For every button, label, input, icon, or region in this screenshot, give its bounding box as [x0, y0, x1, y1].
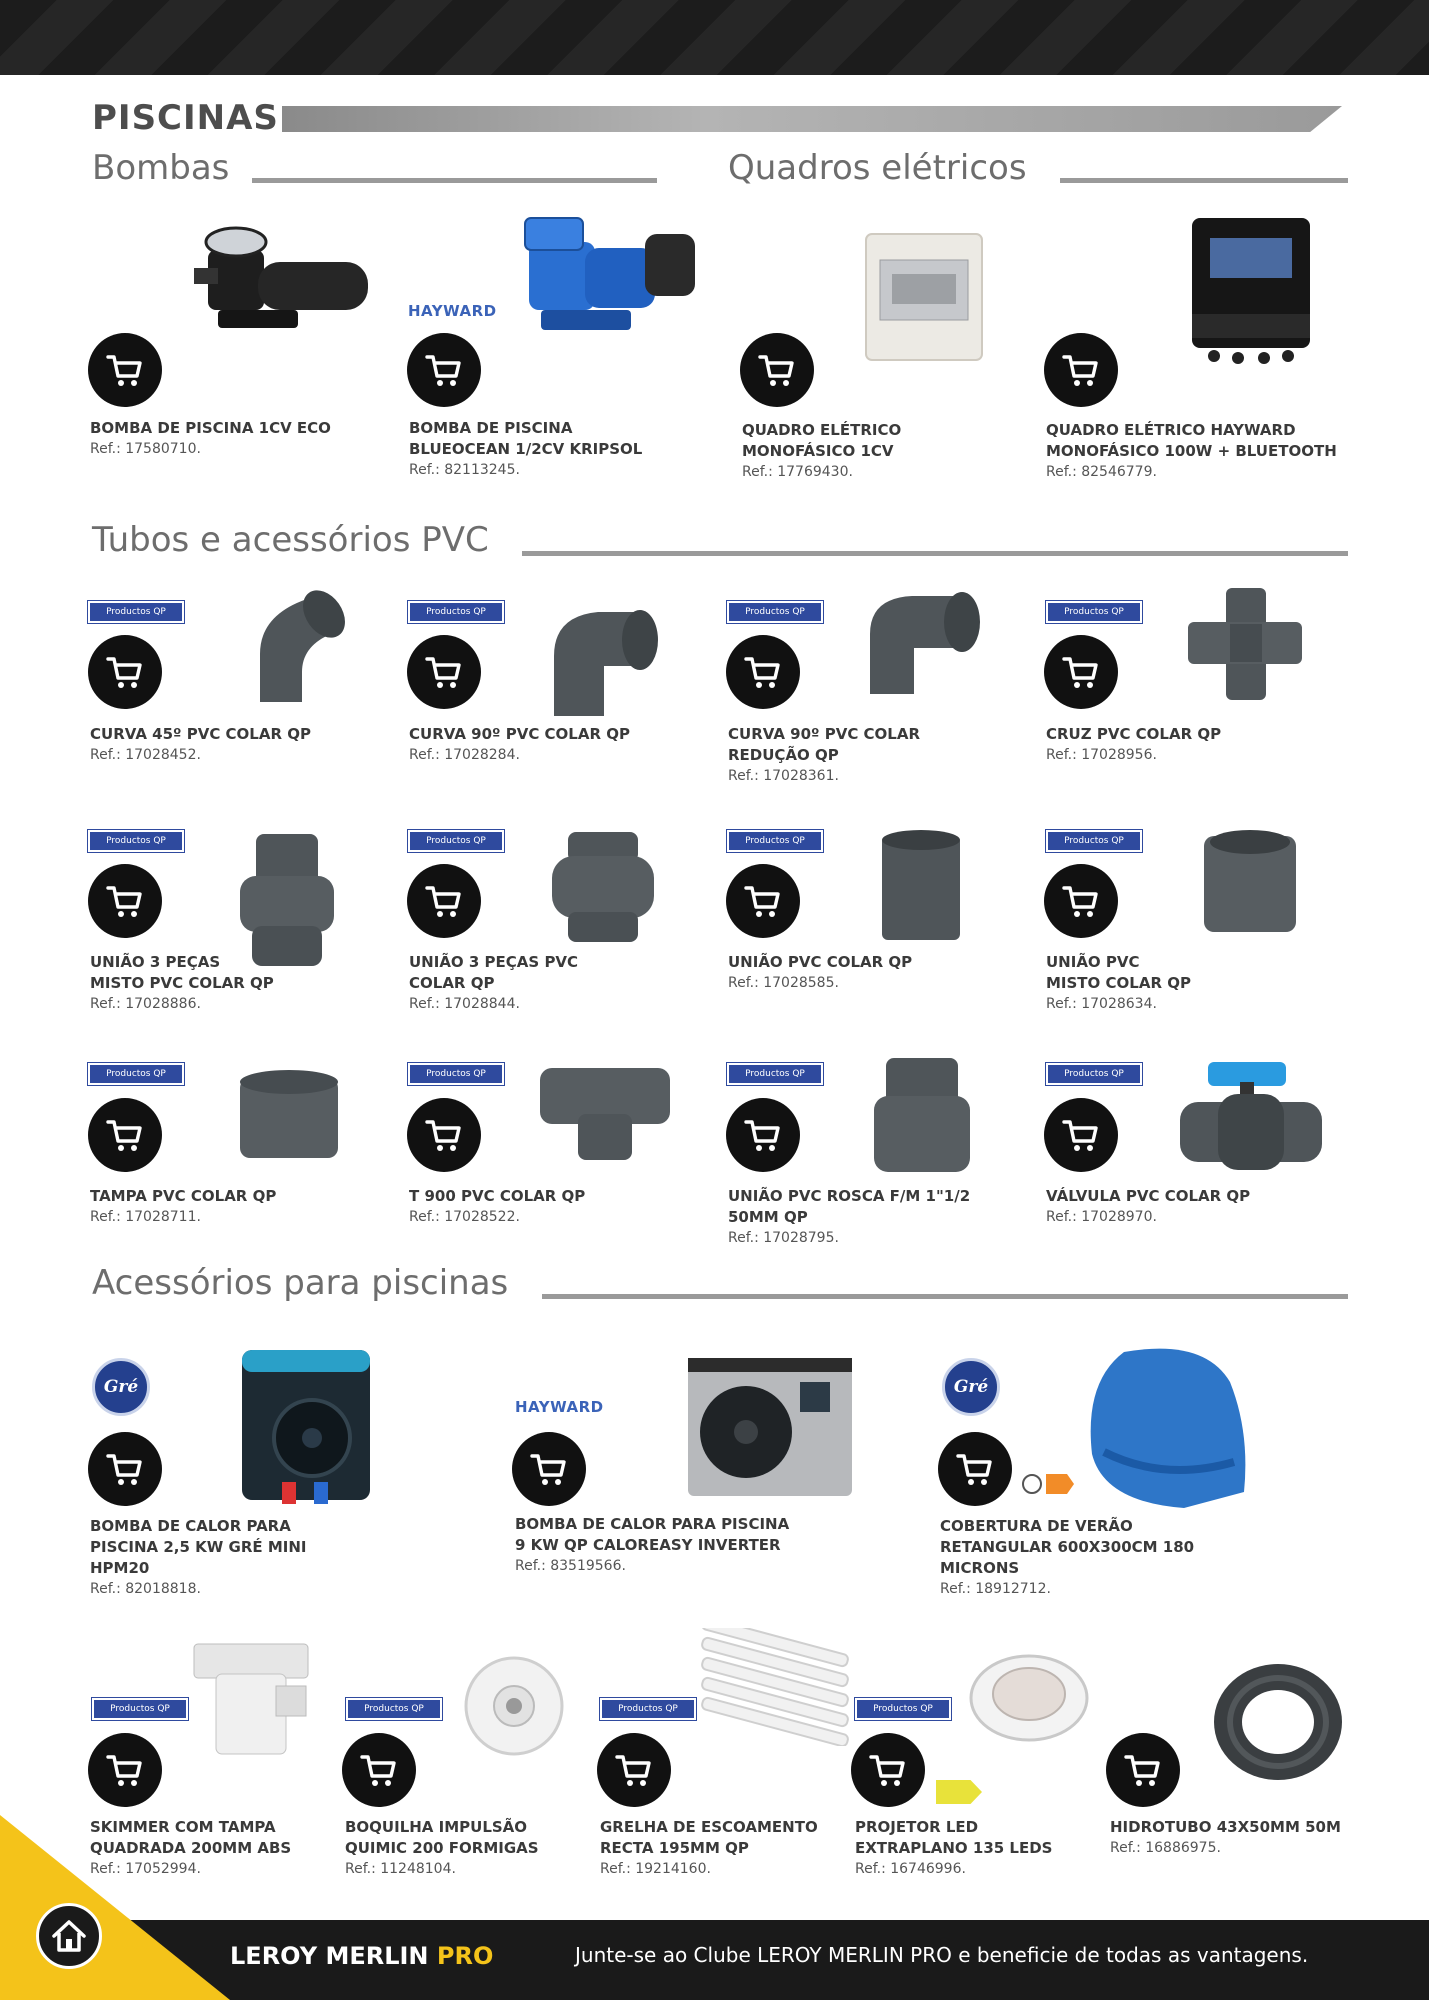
section-line: [542, 1294, 1348, 1299]
product-ref: Ref.: 16886975.: [1110, 1840, 1221, 1856]
product-ref: Ref.: 17028844.: [409, 996, 520, 1012]
product-ref: Ref.: 17028585.: [728, 975, 839, 991]
product-image-heat-pump-inverter: [684, 1354, 856, 1500]
add-to-cart-button[interactable]: [88, 635, 162, 709]
add-to-cart-button[interactable]: [1044, 333, 1118, 407]
product-name: GRELHA DE ESCOAMENTO RECTA 195MM QP Ref.: 19214160.: [600, 1817, 818, 1880]
add-to-cart-button[interactable]: [88, 333, 162, 407]
product-name: COBERTURA DE VERÃO RETANGULAR 600X300CM 180 MICRONS Ref.: 18912712.: [940, 1516, 1194, 1600]
cart-icon: [103, 879, 147, 923]
add-to-cart-button[interactable]: [726, 864, 800, 938]
qp-badge: Productos QP: [1046, 601, 1142, 623]
add-to-cart-button[interactable]: [407, 1098, 481, 1172]
add-to-cart-button[interactable]: [938, 1432, 1012, 1506]
cart-icon: [422, 879, 466, 923]
product-name: UNIÃO PVC MISTO COLAR QP Ref.: 17028634.: [1046, 952, 1191, 1015]
section-line: [1060, 178, 1348, 183]
hayward-logo: HAYWARD: [515, 1398, 604, 1416]
gre-badge: Gré: [92, 1358, 150, 1416]
qp-badge: Productos QP: [1046, 830, 1142, 852]
header-pattern-bar: [0, 0, 1429, 75]
product-ref: Ref.: 17028956.: [1046, 747, 1157, 763]
qp-badge: Productos QP: [346, 1698, 442, 1720]
home-button[interactable]: [36, 1903, 102, 1969]
cart-icon: [357, 1748, 401, 1792]
product-ref: Ref.: 82018818.: [90, 1581, 201, 1597]
cart-icon: [422, 650, 466, 694]
product-ref: Ref.: 17028970.: [1046, 1209, 1157, 1225]
product-image-union-3-pieces: [548, 828, 658, 946]
product-image-union-3-pieces-mixed: [234, 830, 340, 970]
product-name: CURVA 90º PVC COLAR QP Ref.: 17028284.: [409, 724, 630, 766]
product-ref: Ref.: 17052994.: [90, 1861, 201, 1877]
add-to-cart-button[interactable]: [407, 864, 481, 938]
add-to-cart-button[interactable]: [407, 635, 481, 709]
cart-icon: [527, 1447, 571, 1491]
product-ref: Ref.: 19214160.: [600, 1861, 711, 1877]
page-title: PISCINAS: [92, 98, 279, 138]
product-name: CRUZ PVC COLAR QP Ref.: 17028956.: [1046, 724, 1221, 766]
cart-icon: [741, 879, 785, 923]
product-name: BOMBA DE PISCINA 1CV ECO Ref.: 17580710.: [90, 418, 331, 460]
product-ref: Ref.: 82546779.: [1046, 464, 1157, 480]
energy-label-icon: [936, 1780, 982, 1804]
title-stripe: [282, 106, 1342, 132]
product-ref: Ref.: 18912712.: [940, 1581, 1051, 1597]
cart-icon: [741, 1113, 785, 1157]
product-name: QUADRO ELÉTRICO MONOFÁSICO 1CV Ref.: 17769430.: [742, 420, 901, 483]
eco-label-icon: [1022, 1474, 1042, 1494]
hayward-logo: HAYWARD: [408, 302, 497, 320]
cart-icon: [1059, 650, 1103, 694]
cart-icon: [612, 1748, 656, 1792]
cart-icon: [1121, 1748, 1165, 1792]
qp-badge: Productos QP: [727, 601, 823, 623]
product-image-electric-panel: [862, 230, 986, 364]
product-name: TAMPA PVC COLAR QP Ref.: 17028711.: [90, 1186, 276, 1228]
product-image-drain-grate: [690, 1628, 858, 1746]
product-image-skimmer: [190, 1640, 312, 1758]
section-title-acessorios: Acessórios para piscinas: [92, 1263, 509, 1303]
add-to-cart-button[interactable]: [1044, 635, 1118, 709]
add-to-cart-button[interactable]: [88, 864, 162, 938]
add-to-cart-button[interactable]: [851, 1733, 925, 1807]
cart-icon: [755, 348, 799, 392]
product-name: QUADRO ELÉTRICO HAYWARD MONOFÁSICO 100W + BLUETOOTH Ref.: 82546779.: [1046, 420, 1337, 483]
product-ref: Ref.: 16746996.: [855, 1861, 966, 1877]
cart-icon: [103, 1447, 147, 1491]
section-title-bombas: Bombas: [92, 148, 230, 188]
cart-icon: [422, 348, 466, 392]
product-image-blue-pump: [515, 208, 700, 350]
cart-icon: [103, 1748, 147, 1792]
cart-icon: [866, 1748, 910, 1792]
section-line: [522, 551, 1348, 556]
cart-icon: [1059, 879, 1103, 923]
product-ref: Ref.: 17028522.: [409, 1209, 520, 1225]
product-name: T 900 PVC COLAR QP Ref.: 17028522.: [409, 1186, 585, 1228]
product-ref: Ref.: 17028886.: [90, 996, 201, 1012]
product-image-summer-cover: [1084, 1342, 1254, 1512]
product-name: PROJETOR LED EXTRAPLANO 135 LEDS Ref.: 16746996.: [855, 1817, 1052, 1880]
qp-badge: Productos QP: [727, 830, 823, 852]
product-ref: Ref.: 17028452.: [90, 747, 201, 763]
product-ref: Ref.: 17028361.: [728, 768, 839, 784]
add-to-cart-button[interactable]: [597, 1733, 671, 1807]
product-name: HIDROTUBO 43X50MM 50M Ref.: 16886975.: [1110, 1817, 1341, 1859]
add-to-cart-button[interactable]: [407, 333, 481, 407]
qp-badge: Productos QP: [88, 830, 184, 852]
product-name: CURVA 45º PVC COLAR QP Ref.: 17028452.: [90, 724, 311, 766]
cart-icon: [422, 1113, 466, 1157]
product-name: VÁLVULA PVC COLAR QP Ref.: 17028970.: [1046, 1186, 1250, 1228]
qp-badge: Productos QP: [408, 1063, 504, 1085]
add-to-cart-button[interactable]: [1044, 864, 1118, 938]
product-ref: Ref.: 17580710.: [90, 441, 201, 457]
gre-badge: Gré: [942, 1358, 1000, 1416]
section-line: [252, 178, 657, 183]
product-name: BOQUILHA IMPULSÃO QUIMIC 200 FORMIGAS Ref.: 11248104.: [345, 1817, 539, 1880]
product-name: CURVA 90º PVC COLAR REDUÇÃO QP Ref.: 17028361.: [728, 724, 920, 787]
product-ref: Ref.: 11248104.: [345, 1861, 456, 1877]
product-image-union-pvc: [876, 826, 966, 944]
product-image-cross: [1186, 586, 1304, 702]
add-to-cart-button[interactable]: [726, 1098, 800, 1172]
product-ref: Ref.: 17028795.: [728, 1230, 839, 1246]
section-title-quadros: Quadros elétricos: [728, 148, 1027, 188]
cart-icon: [741, 650, 785, 694]
product-image-union-thread: [870, 1054, 974, 1176]
qp-badge: Productos QP: [88, 601, 184, 623]
product-name: UNIÃO PVC COLAR QP Ref.: 17028585.: [728, 952, 912, 994]
add-to-cart-button[interactable]: [88, 1733, 162, 1807]
product-ref: Ref.: 17028634.: [1046, 996, 1157, 1012]
section-title-tubos: Tubos e acessórios PVC: [92, 520, 489, 560]
add-to-cart-button[interactable]: [88, 1432, 162, 1506]
product-image-union-pvc-mixed: [1200, 826, 1300, 936]
energy-label-icon: [1046, 1474, 1074, 1494]
product-ref: Ref.: 83519566.: [515, 1558, 626, 1574]
cart-icon: [103, 1113, 147, 1157]
add-to-cart-button[interactable]: [88, 1098, 162, 1172]
add-to-cart-button[interactable]: [1106, 1733, 1180, 1807]
add-to-cart-button[interactable]: [512, 1432, 586, 1506]
product-image-led-projector: [968, 1652, 1090, 1742]
add-to-cart-button[interactable]: [342, 1733, 416, 1807]
product-image-curve-90-reduction: [866, 590, 984, 696]
page-title-row: [92, 96, 1348, 142]
product-image-return-inlet: [462, 1654, 566, 1758]
qp-badge: Productos QP: [855, 1698, 951, 1720]
product-ref: Ref.: 82113245.: [409, 462, 520, 478]
product-name: BOMBA DE CALOR PARA PISCINA 2,5 KW GRÉ MINI HPM20 Ref.: 82018818.: [90, 1516, 307, 1600]
home-icon: [49, 1916, 89, 1956]
product-name: UNIÃO PVC ROSCA F/M 1"1/2 50MM QP Ref.: 17028795.: [728, 1186, 970, 1249]
product-ref: Ref.: 17028284.: [409, 747, 520, 763]
product-image-tee: [538, 1064, 672, 1164]
product-image-curve-90: [548, 606, 662, 718]
product-name: BOMBA DE PISCINA BLUEOCEAN 1/2CV KRIPSOL Ref.: 82113245.: [409, 418, 642, 481]
qp-badge: Productos QP: [727, 1063, 823, 1085]
cart-icon: [103, 650, 147, 694]
cart-icon: [1059, 348, 1103, 392]
footer-brand: LEROY MERLIN PRO: [230, 1942, 494, 1970]
qp-badge: Productos QP: [1046, 1063, 1142, 1085]
product-image-heat-pump-mini: [238, 1344, 374, 1510]
product-name: UNIÃO 3 PEÇAS MISTO PVC COLAR QP Ref.: 17028886.: [90, 952, 274, 1015]
cart-icon: [103, 348, 147, 392]
product-name: SKIMMER COM TAMPA QUADRADA 200MM ABS Ref.: 17052994.: [90, 1817, 291, 1880]
product-ref: Ref.: 17769430.: [742, 464, 853, 480]
product-image-pvc-cap: [236, 1066, 342, 1162]
product-image-hayward-panel: [1184, 214, 1318, 370]
product-image-hydrotube-coil: [1208, 1658, 1348, 1784]
cart-icon: [1059, 1113, 1103, 1157]
qp-badge: Productos QP: [408, 601, 504, 623]
cart-icon: [953, 1447, 997, 1491]
product-name: UNIÃO 3 PEÇAS PVC COLAR QP Ref.: 17028844.: [409, 952, 578, 1015]
qp-badge: Productos QP: [600, 1698, 696, 1720]
product-image-pool-pump: [188, 212, 374, 344]
qp-badge: Productos QP: [92, 1698, 188, 1720]
add-to-cart-button[interactable]: [1044, 1098, 1118, 1172]
product-ref: Ref.: 17028711.: [90, 1209, 201, 1225]
product-image-curve-45: [240, 584, 350, 714]
qp-badge: Productos QP: [88, 1063, 184, 1085]
add-to-cart-button[interactable]: [740, 333, 814, 407]
product-name: BOMBA DE CALOR PARA PISCINA 9 KW QP CALOREASY INVERTER Ref.: 83519566.: [515, 1514, 789, 1577]
add-to-cart-button[interactable]: [726, 635, 800, 709]
qp-badge: Productos QP: [408, 830, 504, 852]
footer-promo-text: Junte-se ao Clube LEROY MERLIN PRO e beneficie de todas as vantagens.: [575, 1943, 1309, 1967]
product-image-ball-valve: [1178, 1060, 1324, 1180]
